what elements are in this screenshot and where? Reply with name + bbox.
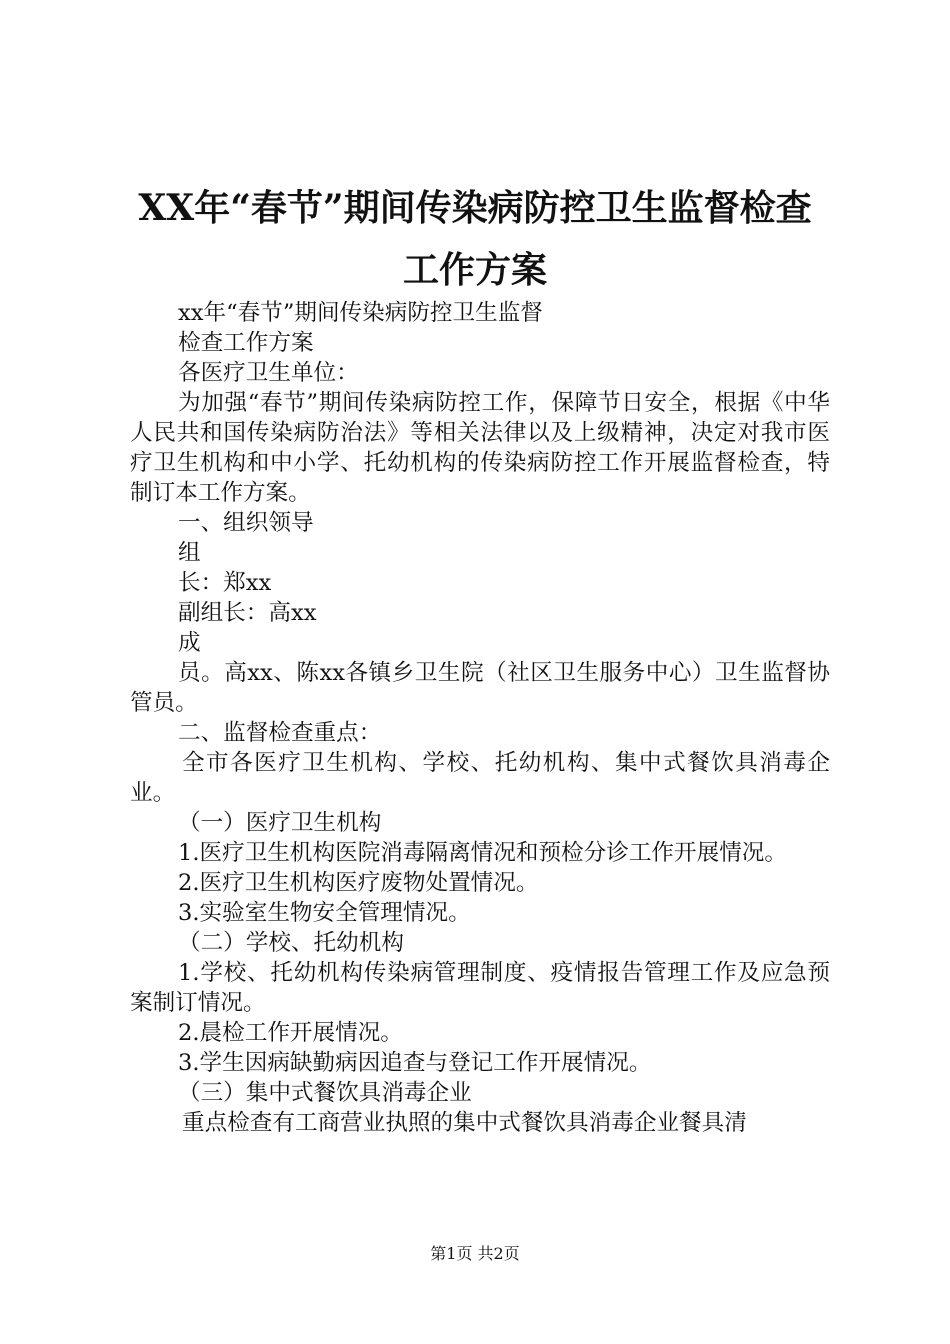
list-item: 1.学校、托幼机构传染病管理制度、疫情报告管理工作及应急预案制订情况。	[130, 960, 830, 1016]
body-paragraph: 全市各医疗卫生机构、学校、托幼机构、集中式餐饮具消毒企业。	[130, 750, 830, 806]
subsection-heading: （三）集中式餐饮具消毒企业	[178, 1080, 472, 1106]
subsection-heading: （一）医疗卫生机构	[178, 810, 382, 836]
list-item: 2.晨检工作开展情况。	[178, 1020, 403, 1046]
section-heading: 一、组织领导	[178, 510, 314, 536]
body-paragraph: 检查工作方案	[178, 330, 314, 356]
body-paragraph: 为加强“春节”期间传染病防控工作，保障节日安全，根据《中华人民共和国传染病防治法》等相关法律以及上级精神，决定对我市医疗卫生机构和中小学、托幼机构的传染病防控工作开展监督检查，特制订本工作方案。	[130, 390, 830, 506]
body-paragraph: 组	[178, 540, 201, 566]
list-item: 1.医疗卫生机构医院消毒隔离情况和预检分诊工作开展情况。	[178, 840, 787, 866]
body-paragraph: 长：郑xx	[178, 570, 272, 596]
document-title-line-2: 工作方案	[402, 249, 547, 291]
list-item: 3.学生因病缺勤病因追查与登记工作开展情况。	[178, 1050, 652, 1076]
section-heading: 二、监督检查重点：	[178, 720, 382, 746]
body-paragraph: 员。高xx、陈xx各镇乡卫生院（社区卫生服务中心）卫生监督协管员。	[130, 660, 830, 716]
list-item: 3.实验室生物安全管理情况。	[178, 900, 471, 926]
document-body	[130, 298, 830, 1138]
body-paragraph: 重点检查有工商营业执照的集中式餐饮具消毒企业餐具清	[182, 1110, 747, 1136]
document-title-line-1: XX年“春节”期间传染病防控卫生监督检查	[138, 187, 812, 229]
body-paragraph: 副组长：高xx	[178, 600, 317, 626]
subsection-heading: （二）学校、托幼机构	[178, 930, 404, 956]
body-paragraph: 成	[178, 630, 201, 656]
body-paragraph: 各医疗卫生单位：	[178, 360, 359, 386]
body-paragraph: xx年“春节”期间传染病防控卫生监督	[178, 300, 543, 326]
page-footer: 第1页 共2页	[430, 1244, 520, 1263]
list-item: 2.医疗卫生机构医疗废物处置情况。	[178, 870, 539, 896]
